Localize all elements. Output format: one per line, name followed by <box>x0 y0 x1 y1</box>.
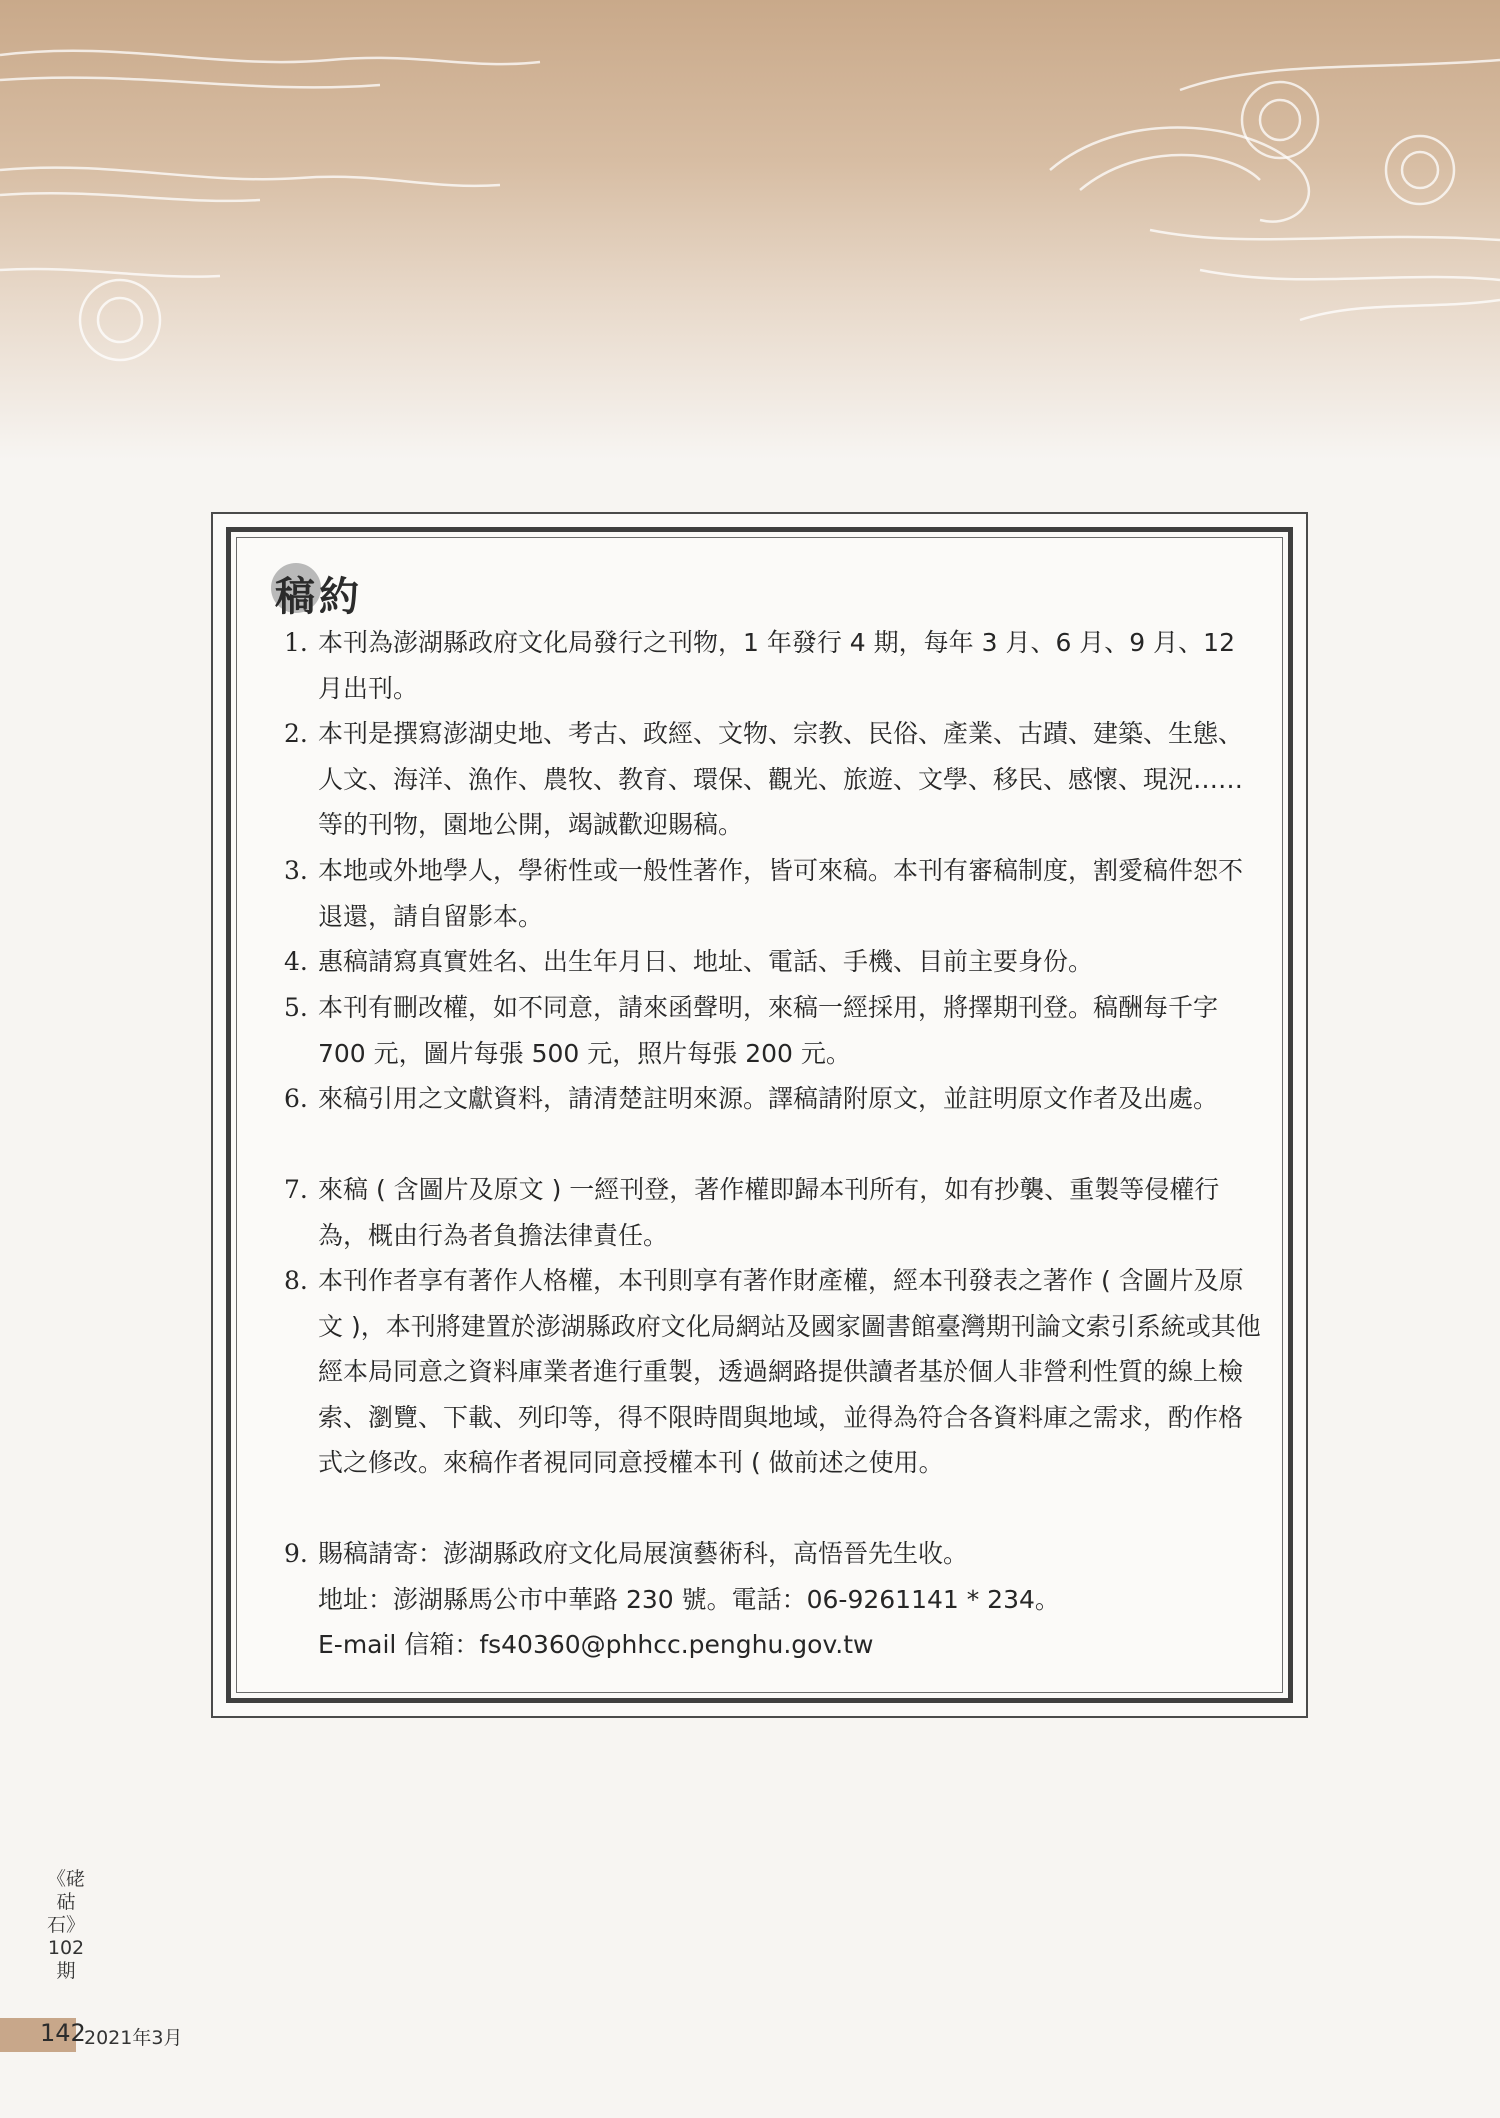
item-number: 7. <box>284 1175 308 1204</box>
item-number: 3. <box>284 856 308 885</box>
issue-date: 2021年3月 <box>84 2027 183 2049</box>
item-text: 本刊有刪改權，如不同意，請來函聲明，來稿一經採用，將擇期刊登。稿酬每千字 700 元，圖片每張 500 元，照片每張 200 元。 <box>318 993 1219 1068</box>
list-item <box>284 848 1264 939</box>
item-text: 本地或外地學人，學術性或一般性著作，皆可來稿。本刊有審稿制度，割愛稿件恕不退還，請自留影本。 <box>318 856 1244 931</box>
item-number: 1. <box>284 628 308 657</box>
journal-title-text: 《硓𥑮石》102期 <box>46 1868 85 1982</box>
list-item <box>284 620 1264 711</box>
notice-title-text: 稿約 <box>275 574 363 620</box>
list-item <box>284 1167 1264 1258</box>
contact-email: E-mail 信箱：fs40360@phhcc.penghu.gov.tw <box>318 1630 874 1659</box>
item-text: 惠稿請寫真實姓名、出生年月日、地址、電話、手機、目前主要身份。 <box>318 947 1094 976</box>
item-text: 來稿 ( 含圖片及原文 ) 一經刊登，著作權即歸本刊所有，如有抄襲、重製等侵權行為，概由行為者負擔法律責任。 <box>318 1175 1220 1250</box>
item-number: 4. <box>284 947 308 976</box>
cloud-pattern-icon <box>0 0 1500 460</box>
list-item <box>284 711 1264 848</box>
item-text: 本刊作者享有著作人格權，本刊則享有著作財產權，經本刊發表之著作 ( 含圖片及原文 )，本刊將建置於澎湖縣政府文化局網站及國家圖書館臺灣期刊論文索引系統或其他經本局同意之資料庫業者進行重製，透過網路提供讀者基於個人非營利性質的線上檢索、瀏覽、下載、列印等，得不限時間與地域，並得為符合各資料庫之需求，酌作格式之修改。來稿作者視同同意授權本刊 ( 做前述之使用。 <box>318 1266 1261 1477</box>
item-text: 來稿引用之文獻資料，請清楚註明來源。譯稿請附原文，並註明原文作者及出處。 <box>318 1084 1219 1113</box>
item-text: 本刊是撰寫澎湖史地、考古、政經、文物、宗教、民俗、產業、古蹟、建築、生態、人文、海洋、漁作、農牧、教育、環保、觀光、旅遊、文學、移民、感懷、現況……等的刊物，園地公開，竭誠歡迎賜稿。 <box>318 719 1244 839</box>
item-number: 5. <box>284 993 308 1022</box>
list-item <box>284 1258 1264 1486</box>
list-item <box>284 1076 1264 1122</box>
item-text: 賜稿請寄：澎湖縣政府文化局展演藝術科，高悟晉先生收。 <box>318 1539 969 1568</box>
contact-address: 地址：澎湖縣馬公市中華路 230 號。電話：06-9261141 * 234。 <box>318 1584 1060 1614</box>
item-number: 6. <box>284 1084 308 1113</box>
list-item <box>284 939 1264 985</box>
list-item <box>284 985 1264 1076</box>
notice-title <box>275 565 363 622</box>
item-number: 2. <box>284 719 308 748</box>
journal-title <box>46 1868 86 1983</box>
item-text: 本刊為澎湖縣政府文化局發行之刊物，1 年發行 4 期，每年 3 月、6 月、9 月、12 月出刊。 <box>318 628 1235 703</box>
item-number: 9. <box>284 1539 308 1568</box>
item-number: 8. <box>284 1266 308 1295</box>
page-number: 142 <box>40 2019 86 2047</box>
header-banner <box>0 0 1500 460</box>
list-item <box>284 1531 1264 1668</box>
